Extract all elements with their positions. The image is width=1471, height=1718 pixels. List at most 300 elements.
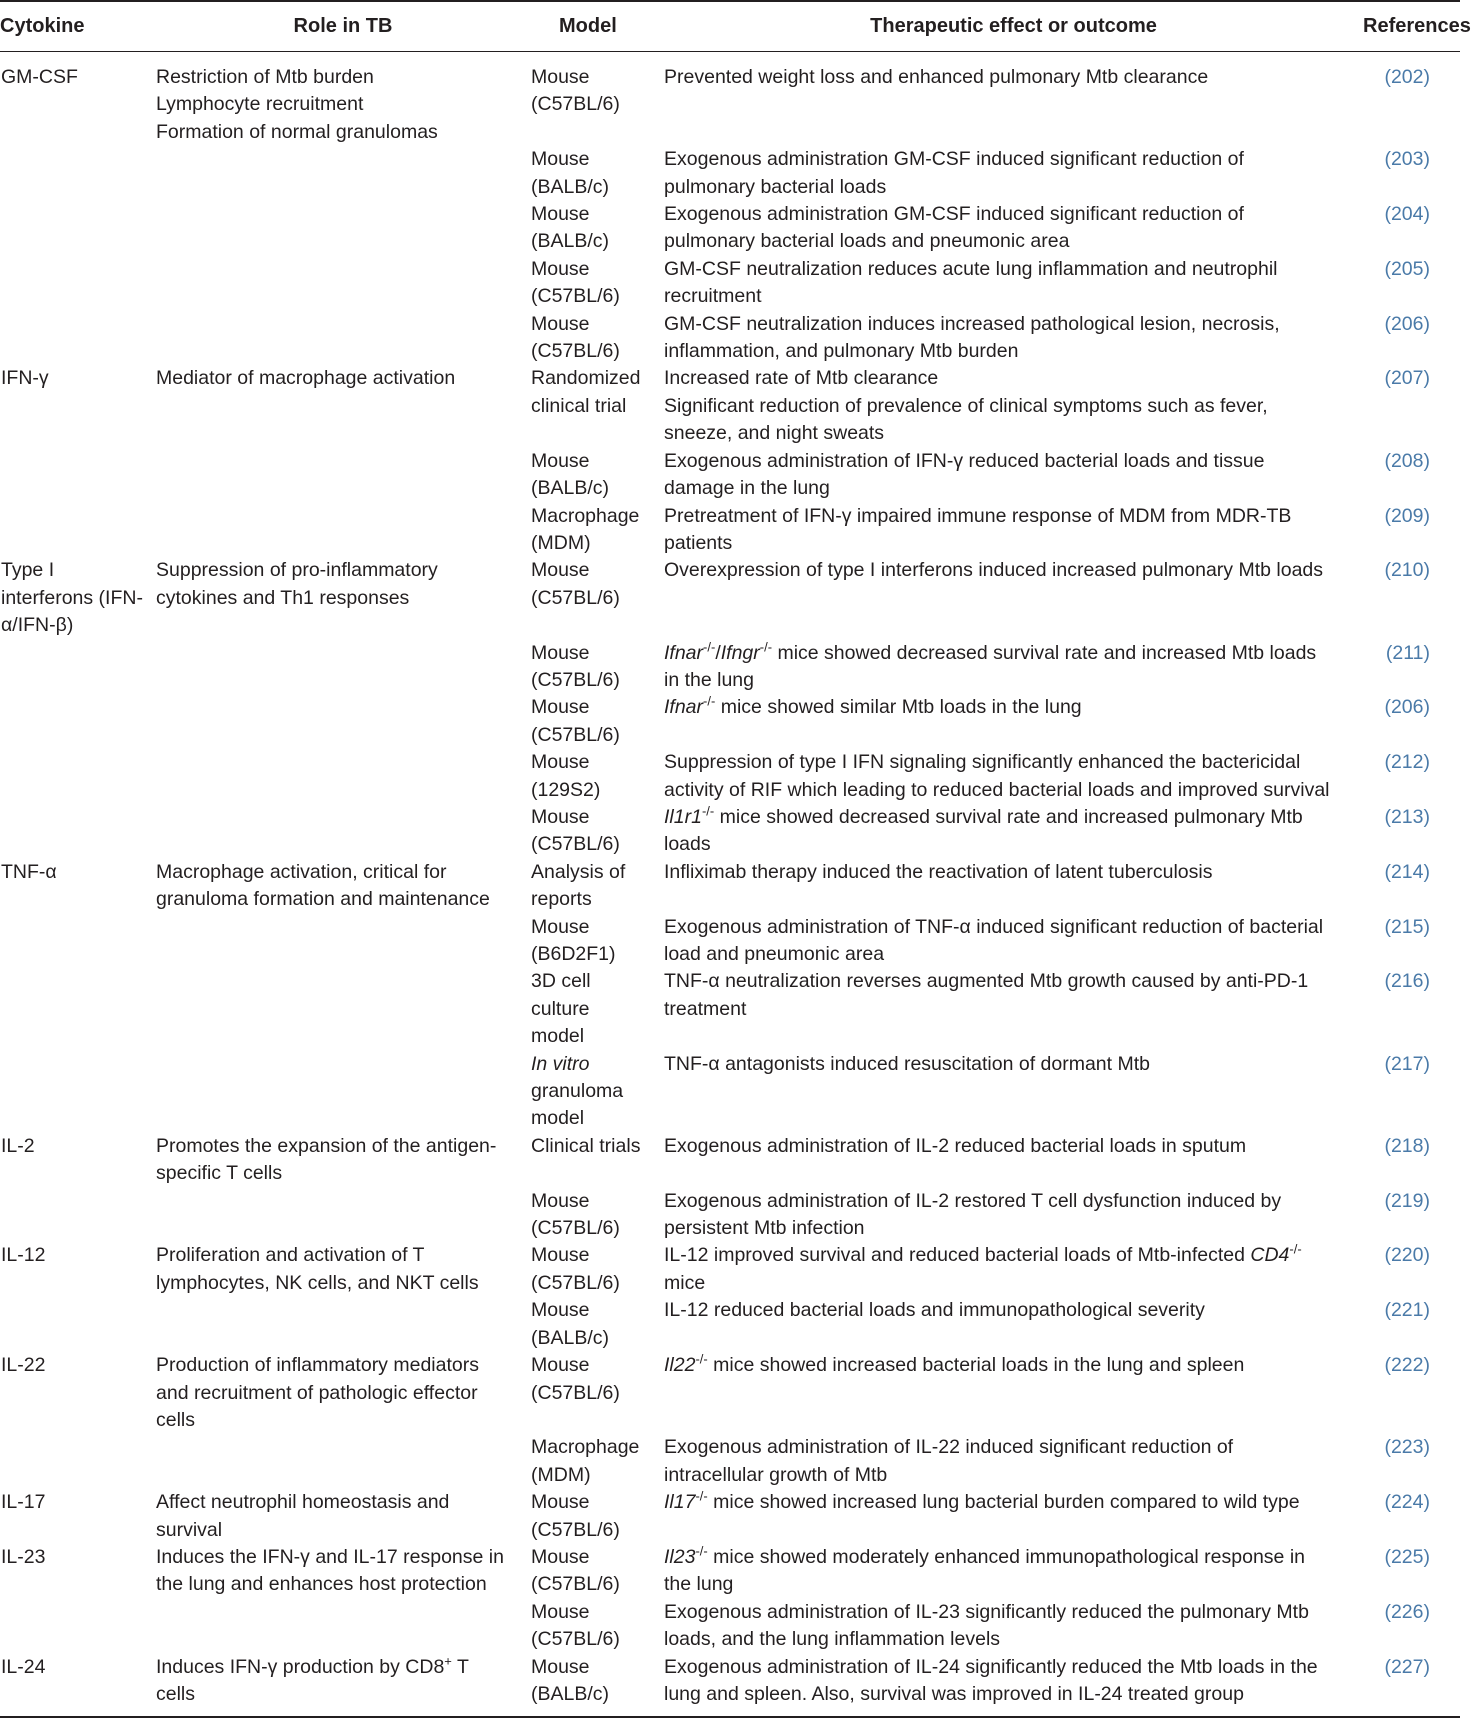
cell-outcome xyxy=(664,749,1363,804)
cell-outcome-line: TNF-α neutralization reverses augmented Mtb growth caused by anti-PD-1 xyxy=(664,970,1309,993)
cell-outcome xyxy=(664,448,1363,503)
cell-role xyxy=(155,804,531,859)
cell-model xyxy=(531,1352,664,1434)
cell-cytokine xyxy=(0,968,155,1050)
cell-outcome-line: Prevented weight loss and enhanced pulmonary Mtb clearance xyxy=(664,66,1209,88)
cell-model-line: (C57BL/6) xyxy=(531,285,620,308)
cell-model-line: (C57BL/6) xyxy=(531,1573,620,1596)
cell-model xyxy=(531,1544,664,1599)
cell-model-line: model xyxy=(531,1025,585,1048)
cell-outcome-line: Significant reduction of prevalence of clinical symptoms such as fever, xyxy=(664,394,1268,417)
cell-outcome-line: Exogenous administration of IL-2 reduced bacterial loads in sputum xyxy=(664,1134,1247,1157)
cell-role xyxy=(155,146,531,201)
table-row xyxy=(0,311,1460,366)
cell-cytokine xyxy=(0,365,155,447)
table-row xyxy=(0,1242,1460,1297)
cell-outcome-line: Ifnar-/- mice showed similar Mtb loads in the lung xyxy=(664,693,1082,719)
cell-reference[interactable]: (223) xyxy=(1384,1436,1430,1459)
cell-reference[interactable]: (205) xyxy=(1384,257,1430,280)
cell-role-line: the lung and enhances host protection xyxy=(156,1573,487,1596)
cell-reference[interactable]: (213) xyxy=(1384,805,1430,828)
cell-model-line: (C57BL/6) xyxy=(531,93,620,116)
cell-model-line: Mouse xyxy=(531,312,590,335)
cell-model-line: (BALB/c) xyxy=(531,175,610,198)
cell-outcome-line: lung and spleen. Also, survival was improved in IL-24 treated group xyxy=(664,1682,1244,1705)
header-model: Model xyxy=(531,1,664,52)
cell-role-line: survival xyxy=(156,1518,223,1541)
cell-outcome xyxy=(664,859,1363,914)
cell-role xyxy=(155,503,531,558)
cell-outcome xyxy=(664,52,1363,147)
cell-outcome xyxy=(664,914,1363,969)
cell-outcome-line: in the lung xyxy=(664,668,754,691)
cell-cytokine xyxy=(0,52,155,147)
table-body xyxy=(0,52,1460,1717)
cell-reference[interactable]: (217) xyxy=(1384,1052,1430,1075)
cell-role-line: Affect neutrophil homeostasis and xyxy=(156,1491,450,1514)
cell-role-line: granuloma formation and maintenance xyxy=(156,888,490,911)
cell-model-line: culture xyxy=(531,997,590,1020)
cell-model xyxy=(531,749,664,804)
table-row xyxy=(0,694,1460,749)
cell-cytokine-line: IL-12 xyxy=(1,1244,46,1267)
header-cytokine: Cytokine xyxy=(0,1,155,52)
cell-role xyxy=(155,1051,531,1133)
cell-model-line: clinical trial xyxy=(531,394,627,417)
cell-role-line: Proliferation and activation of T xyxy=(156,1244,425,1267)
cell-reference[interactable]: (206) xyxy=(1384,696,1430,719)
cell-reference[interactable]: (214) xyxy=(1384,860,1430,883)
table-row xyxy=(0,914,1460,969)
cell-role-line: Promotes the expansion of the antigen- xyxy=(156,1134,497,1157)
cell-role xyxy=(155,859,531,914)
cell-model-line: Mouse xyxy=(531,696,590,719)
cell-cytokine xyxy=(0,1654,155,1717)
cell-outcome xyxy=(664,640,1363,695)
cell-outcome-line: loads, and the lung inflammation levels xyxy=(664,1628,1001,1651)
cell-cytokine xyxy=(0,1599,155,1654)
table-row xyxy=(0,503,1460,558)
cell-model xyxy=(531,557,664,639)
cell-model xyxy=(531,1654,664,1717)
cell-role-line: Lymphocyte recruitment xyxy=(156,93,364,116)
cell-model-line: Mouse xyxy=(531,257,590,280)
table-header xyxy=(0,1,1471,52)
cell-reference[interactable]: (224) xyxy=(1384,1491,1430,1514)
cell-outcome xyxy=(664,804,1363,859)
cell-model-line: Analysis of xyxy=(531,860,626,883)
cell-outcome xyxy=(664,694,1363,749)
cell-model-line: Mouse xyxy=(531,1189,590,1212)
cell-outcome-line: loads xyxy=(664,833,711,856)
cell-model-line: (BALB/c) xyxy=(531,230,610,253)
cell-model-line: (B6D2F1) xyxy=(531,943,616,965)
table-row xyxy=(0,804,1460,859)
header-role: Role in TB xyxy=(155,1,531,52)
cell-outcome-line: Pretreatment of IFN-γ impaired immune response of MDM from MDR-TB xyxy=(664,504,1292,527)
cell-cytokine xyxy=(0,1242,155,1297)
cell-cytokine xyxy=(0,1297,155,1352)
cell-cytokine xyxy=(0,859,155,914)
cell-outcome-line: IL-12 improved survival and reduced bacterial loads of Mtb-infected CD4-/- xyxy=(664,1241,1302,1267)
cell-model-line: Mouse xyxy=(531,559,590,582)
cell-outcome-line: Exogenous administration of IL-2 restored T cell dysfunction induced by xyxy=(664,1189,1282,1212)
cell-model-line: (C57BL/6) xyxy=(531,668,620,691)
table-row xyxy=(0,749,1460,804)
cell-outcome-line: Overexpression of type I interferons induced increased pulmonary Mtb loads xyxy=(664,559,1324,582)
cell-outcome-line: Exogenous administration of IL-22 induced significant reduction of xyxy=(664,1436,1234,1459)
cell-model-line: (BALB/c) xyxy=(531,477,610,500)
header-references: References xyxy=(1363,1,1460,52)
table-row xyxy=(0,448,1460,503)
cell-model-line: (C57BL/6) xyxy=(531,1217,620,1240)
cell-outcome xyxy=(664,557,1363,639)
cell-model xyxy=(531,1242,664,1297)
cell-cytokine-line: IL-24 xyxy=(1,1655,46,1678)
cell-reference[interactable]: (225) xyxy=(1384,1545,1430,1568)
cell-model-line: (C57BL/6) xyxy=(531,340,620,363)
cell-outcome-line: Increased rate of Mtb clearance xyxy=(664,367,939,390)
cell-role xyxy=(155,968,531,1050)
cell-role-line: cells xyxy=(156,1682,196,1705)
cell-model-line: (C57BL/6) xyxy=(531,833,620,856)
cell-outcome-line: Exogenous administration of IL-24 significantly reduced the Mtb loads in the xyxy=(664,1655,1318,1678)
cell-outcome-line: sneeze, and night sweats xyxy=(664,422,885,445)
cell-model-line: Mouse xyxy=(531,203,590,226)
cell-outcome-line: inflammation, and pulmonary Mtb burden xyxy=(664,340,1019,363)
cell-outcome-line: pulmonary bacterial loads and pneumonic area xyxy=(664,230,1070,253)
cell-outcome xyxy=(664,503,1363,558)
cell-role xyxy=(155,448,531,503)
cell-role-line: Mediator of macrophage activation xyxy=(156,367,456,390)
cell-role-line: cells xyxy=(156,1408,196,1431)
cell-role-line: Suppression of pro-inflammatory xyxy=(156,559,438,582)
table-row xyxy=(0,146,1460,201)
cell-reference[interactable]: (212) xyxy=(1384,751,1430,774)
cell-outcome-line: Suppression of type I IFN signaling significantly enhanced the bactericidal xyxy=(664,751,1301,774)
cell-outcome xyxy=(664,1242,1363,1297)
cell-cytokine-line: TNF-α xyxy=(1,860,57,883)
cell-outcome-line: patients xyxy=(664,531,733,554)
cell-reference[interactable]: (222) xyxy=(1384,1354,1430,1377)
table-row xyxy=(0,201,1460,256)
cell-outcome-line: IL-12 reduced bacterial loads and immunopathological severity xyxy=(664,1299,1205,1322)
cell-cytokine xyxy=(0,311,155,366)
cell-model-line: Mouse xyxy=(531,1354,590,1377)
cell-cytokine-line: IL-22 xyxy=(1,1354,46,1377)
cell-outcome-line: Exogenous administration of TNF-α induced significant reduction of bacterial xyxy=(664,915,1324,938)
cell-model-line: (C57BL/6) xyxy=(531,1271,620,1294)
cell-cytokine xyxy=(0,1051,155,1133)
cell-role-line: Macrophage activation, critical for xyxy=(156,860,447,883)
cell-role xyxy=(155,311,531,366)
cell-outcome xyxy=(664,968,1363,1050)
cell-model xyxy=(531,694,664,749)
cell-model xyxy=(531,1599,664,1654)
table-row xyxy=(0,640,1460,695)
cell-model-line: (BALB/c) xyxy=(531,1326,610,1349)
cell-role xyxy=(155,201,531,256)
cell-role-line: specific T cells xyxy=(156,1162,283,1185)
cell-outcome-line: GM-CSF neutralization induces increased pathological lesion, necrosis, xyxy=(664,312,1280,335)
cell-cytokine xyxy=(0,1434,155,1489)
cell-model-line: granuloma xyxy=(531,1080,624,1103)
cell-reference[interactable]: (220) xyxy=(1384,1244,1430,1267)
cell-model xyxy=(531,859,664,914)
cell-reference[interactable]: (219) xyxy=(1384,1189,1430,1212)
cell-outcome xyxy=(664,146,1363,201)
table-row xyxy=(0,1133,1460,1188)
cell-role xyxy=(155,1352,531,1434)
table-row xyxy=(0,859,1460,914)
cell-cytokine xyxy=(0,1352,155,1434)
cell-cytokine xyxy=(0,256,155,311)
table-row xyxy=(0,1297,1460,1352)
cell-outcome xyxy=(664,201,1363,256)
cell-outcome-line: damage in the lung xyxy=(664,477,830,500)
cell-role xyxy=(155,640,531,695)
cell-model-line: In vitro xyxy=(531,1052,590,1075)
cell-model-line: Macrophage xyxy=(531,504,640,527)
cell-reference[interactable]: (203) xyxy=(1384,148,1430,171)
cell-outcome-line: GM-CSF neutralization reduces acute lung inflammation and neutrophil xyxy=(664,257,1278,280)
cell-model-line: (129S2) xyxy=(531,778,601,801)
cell-role xyxy=(155,1654,531,1717)
cell-model-line: Mouse xyxy=(531,915,590,938)
cell-role-line: cytokines and Th1 responses xyxy=(156,586,410,609)
cell-outcome xyxy=(664,1654,1363,1717)
cell-reference[interactable]: (210) xyxy=(1384,559,1430,582)
cell-reference[interactable]: (227) xyxy=(1384,1655,1430,1678)
cell-model xyxy=(531,1133,664,1188)
cell-reference[interactable]: (204) xyxy=(1384,203,1430,226)
table-row xyxy=(0,256,1460,311)
cell-role xyxy=(155,1188,531,1243)
cell-model xyxy=(531,1489,664,1544)
cell-cytokine-line: α/IFN-β) xyxy=(1,614,74,637)
cell-role xyxy=(155,256,531,311)
cell-model xyxy=(531,146,664,201)
cell-cytokine-line: GM-CSF xyxy=(1,66,78,88)
cell-outcome-line: recruitment xyxy=(664,285,762,308)
cell-model-line: Mouse xyxy=(531,1545,590,1568)
cell-outcome-line: Il23-/- mice showed moderately enhanced immunopathological response in xyxy=(664,1543,1305,1568)
table-row xyxy=(0,1599,1460,1654)
cell-outcome-line: Exogenous administration GM-CSF induced significant reduction of xyxy=(664,203,1244,226)
cell-role-line: and recruitment of pathologic effector xyxy=(156,1381,478,1404)
cell-model-line: (C57BL/6) xyxy=(531,1628,620,1651)
cell-model xyxy=(531,914,664,969)
cell-outcome xyxy=(664,1489,1363,1544)
header-row xyxy=(0,1,1460,52)
cell-model-line: Mouse xyxy=(531,805,590,828)
cell-cytokine-line: IL-17 xyxy=(1,1491,46,1514)
cell-outcome xyxy=(664,1297,1363,1352)
cell-reference[interactable]: (202) xyxy=(1384,66,1430,88)
cell-role xyxy=(155,1297,531,1352)
cell-outcome-line: persistent Mtb infection xyxy=(664,1217,865,1240)
cell-role xyxy=(155,749,531,804)
cell-model-line: (C57BL/6) xyxy=(531,1518,620,1541)
cell-cytokine xyxy=(0,1133,155,1188)
cell-outcome-line: Il22-/- mice showed increased bacterial loads in the lung and spleen xyxy=(664,1351,1245,1377)
cell-reference[interactable]: (207) xyxy=(1384,367,1430,390)
cell-reference[interactable]: (226) xyxy=(1384,1600,1430,1623)
cell-model-line: (C57BL/6) xyxy=(531,1381,620,1404)
cell-cytokine xyxy=(0,503,155,558)
cell-outcome xyxy=(664,256,1363,311)
cell-role-line: Restriction of Mtb burden xyxy=(156,66,374,88)
cell-model-line: Mouse xyxy=(531,1491,590,1514)
table-row xyxy=(0,1188,1460,1243)
cell-cytokine xyxy=(0,804,155,859)
cell-model-line: (C57BL/6) xyxy=(531,723,620,746)
cell-model-line: Macrophage xyxy=(531,1436,640,1459)
cell-model xyxy=(531,640,664,695)
cell-outcome-line: mice xyxy=(664,1271,706,1294)
table-row xyxy=(0,968,1460,1050)
cell-role xyxy=(155,1242,531,1297)
cell-outcome-line: Il17-/- mice showed increased lung bacterial burden compared to wild type xyxy=(664,1488,1300,1514)
cell-model-line: 3D cell xyxy=(531,970,591,993)
cell-role-line: Induces IFN-γ production by CD8+ T xyxy=(156,1653,469,1678)
cell-cytokine-line: interferons (IFN- xyxy=(1,586,143,609)
cell-reference[interactable]: (221) xyxy=(1384,1299,1430,1322)
table-row xyxy=(0,1544,1460,1599)
cell-outcome xyxy=(664,1352,1363,1434)
table-row xyxy=(0,365,1460,447)
cell-reference[interactable]: (216) xyxy=(1384,970,1430,993)
cell-model-line: Mouse xyxy=(531,66,590,88)
cell-model xyxy=(531,1297,664,1352)
cell-outcome-line: activity of RIF which leading to reduced bacterial loads and improved survival xyxy=(664,778,1330,801)
cell-model-line: reports xyxy=(531,888,592,911)
cell-outcome-line: Infliximab therapy induced the reactivation of latent tuberculosis xyxy=(664,860,1213,883)
cell-outcome xyxy=(664,1051,1363,1133)
cell-cytokine xyxy=(0,1489,155,1544)
table-row xyxy=(0,1352,1460,1434)
cell-model xyxy=(531,365,664,447)
cell-role-line: Formation of normal granulomas xyxy=(156,120,438,143)
cell-role xyxy=(155,694,531,749)
cell-model xyxy=(531,256,664,311)
cell-model-line: (MDM) xyxy=(531,531,591,554)
cell-outcome-line: treatment xyxy=(664,997,747,1020)
table-row xyxy=(0,1434,1460,1489)
cell-cytokine-line: IFN-γ xyxy=(1,367,49,390)
cell-role xyxy=(155,1544,531,1599)
cell-model-line: model xyxy=(531,1107,585,1130)
cell-model-line: Mouse xyxy=(531,1299,590,1322)
cell-outcome xyxy=(664,1133,1363,1188)
cell-outcome xyxy=(664,1544,1363,1599)
cell-outcome xyxy=(664,1188,1363,1243)
cell-cytokine xyxy=(0,640,155,695)
cell-outcome xyxy=(664,365,1363,447)
cell-model xyxy=(531,503,664,558)
cell-model-line: Mouse xyxy=(531,1600,590,1623)
cell-reference[interactable]: (206) xyxy=(1384,312,1430,335)
cell-cytokine xyxy=(0,448,155,503)
cell-outcome xyxy=(664,1599,1363,1654)
cell-model xyxy=(531,804,664,859)
cell-reference[interactable]: (208) xyxy=(1384,449,1430,472)
cell-cytokine xyxy=(0,201,155,256)
table-row xyxy=(0,52,1460,147)
cell-cytokine xyxy=(0,1188,155,1243)
cell-cytokine xyxy=(0,1544,155,1599)
cell-model xyxy=(531,201,664,256)
table-row xyxy=(0,557,1460,639)
cell-model-line: Mouse xyxy=(531,1655,590,1678)
table-row xyxy=(0,1489,1460,1544)
cell-outcome-line: load and pneumonic area xyxy=(664,943,885,965)
cell-model-line: Randomized xyxy=(531,367,641,390)
cell-model-line: (BALB/c) xyxy=(531,1682,610,1705)
cell-role xyxy=(155,914,531,969)
cell-model-line: Clinical trials xyxy=(531,1134,641,1157)
cell-model-line: (MDM) xyxy=(531,1463,591,1486)
cell-role xyxy=(155,1434,531,1489)
cell-model xyxy=(531,1188,664,1243)
cell-role xyxy=(155,52,531,147)
cell-role-line: Induces the IFN-γ and IL-17 response in xyxy=(156,1545,504,1568)
cell-outcome-line: intracellular growth of Mtb xyxy=(664,1463,888,1486)
cell-cytokine xyxy=(0,749,155,804)
cell-outcome-line: Exogenous administration of IL-23 significantly reduced the pulmonary Mtb xyxy=(664,1600,1309,1623)
cell-cytokine xyxy=(0,694,155,749)
cell-outcome-line: Ifnar-/-/Ifngr-/- mice showed decreased survival rate and increased Mtb loads xyxy=(664,639,1317,664)
cell-outcome-line: pulmonary bacterial loads xyxy=(664,175,887,198)
cell-reference[interactable]: (211) xyxy=(1385,641,1430,664)
cell-reference[interactable]: (218) xyxy=(1384,1134,1430,1157)
cell-model xyxy=(531,968,664,1050)
cell-cytokine-line: Type I xyxy=(1,559,55,582)
cell-outcome-line: TNF-α antagonists induced resuscitation of dormant Mtb xyxy=(664,1052,1150,1075)
cell-outcome-line: the lung xyxy=(664,1573,734,1596)
cell-outcome-line: Exogenous administration of IFN-γ reduced bacterial loads and tissue xyxy=(664,449,1265,472)
cell-model xyxy=(531,311,664,366)
cell-role xyxy=(155,1133,531,1188)
cell-reference[interactable]: (209) xyxy=(1384,504,1430,527)
cell-role-line: Production of inflammatory mediators xyxy=(156,1354,479,1377)
cell-role xyxy=(155,365,531,447)
cell-model-line: (C57BL/6) xyxy=(531,586,620,609)
cell-reference[interactable]: (215) xyxy=(1384,915,1430,938)
header-outcome: Therapeutic effect or outcome xyxy=(664,1,1363,52)
table-row xyxy=(0,1654,1460,1717)
cell-model-line: Mouse xyxy=(531,641,590,664)
cell-outcome xyxy=(664,311,1363,366)
cell-model-line: Mouse xyxy=(531,148,590,171)
cell-outcome-line: Exogenous administration GM-CSF induced significant reduction of xyxy=(664,148,1244,171)
cell-cytokine xyxy=(0,914,155,969)
cell-model xyxy=(531,1434,664,1489)
cell-role xyxy=(155,1599,531,1654)
cell-role xyxy=(155,1489,531,1544)
cell-model-line: Mouse xyxy=(531,449,590,472)
cell-role xyxy=(155,557,531,639)
cell-cytokine xyxy=(0,146,155,201)
table-row xyxy=(0,1051,1460,1133)
cell-cytokine-line: IL-2 xyxy=(1,1134,35,1157)
cell-cytokine-line: IL-23 xyxy=(1,1545,46,1568)
cell-outcome xyxy=(664,1434,1363,1489)
cell-model xyxy=(531,448,664,503)
cell-model xyxy=(531,1051,664,1133)
cell-role-line: lymphocytes, NK cells, and NKT cells xyxy=(156,1271,479,1294)
cell-model xyxy=(531,52,664,147)
